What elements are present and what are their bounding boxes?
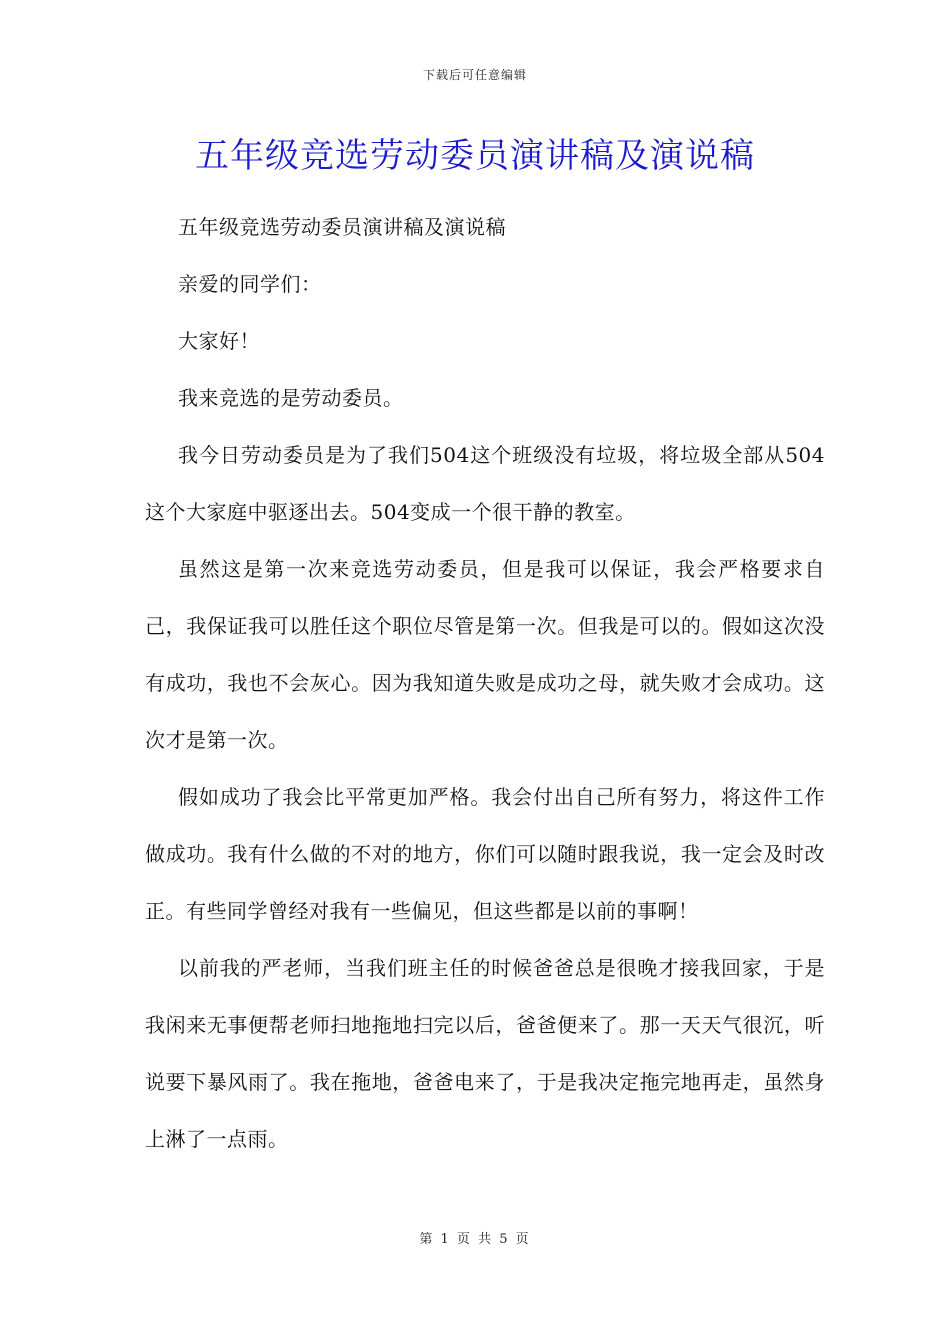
paragraph: 我今日劳动委员是为了我们504这个班级没有垃圾，将垃圾全部从504这个大家庭中驱逐出去。504变成一个很干静的教室。 [145,443,825,524]
paragraph: 以前我的严老师，当我们班主任的时候爸爸总是很晚才接我回家，于是我闲来无事便帮老师扫地拖地扫完以后，爸爸便来了。那一天天气很沉，听说要下暴风雨了。我在拖地，爸爸电来了，于是我决定拖完地再走，虽然身上淋了一点雨。 [145,956,825,1151]
paragraph-greeting: 大家好！ [178,329,260,353]
paragraph: 虽然这是第一次来竞选劳动委员，但是我可以保证，我会严格要求自己，我保证我可以胜任这个职位尽管是第一次。但我是可以的。假如这次没有成功，我也不会灰心。因为我知道失败是成功之母，就失败才会成功。这次才是第一次。 [145,557,825,752]
paragraph-subtitle: 五年级竞选劳动委员演讲稿及演说稿 [178,215,506,239]
header-note: 下载后可任意编辑 [422,68,527,82]
paragraph-salutation: 亲爱的同学们： [178,272,322,296]
document-title: 五年级竞选劳动委员演讲稿及演说稿 [195,136,755,176]
paragraph: 我来竞选的是劳动委员。 [178,386,404,410]
paragraph: 假如成功了我会比平常更加严格。我会付出自己所有努力，将这件工作做成功。我有什么做的不对的地方，你们可以随时跟我说，我一定会及时改正。有些同学曾经对我有一些偏见，但这些都是以前的事啊！ [145,785,825,923]
document-body [145,199,825,1168]
page-number: 第 1 页 共 5 页 [419,1232,531,1247]
